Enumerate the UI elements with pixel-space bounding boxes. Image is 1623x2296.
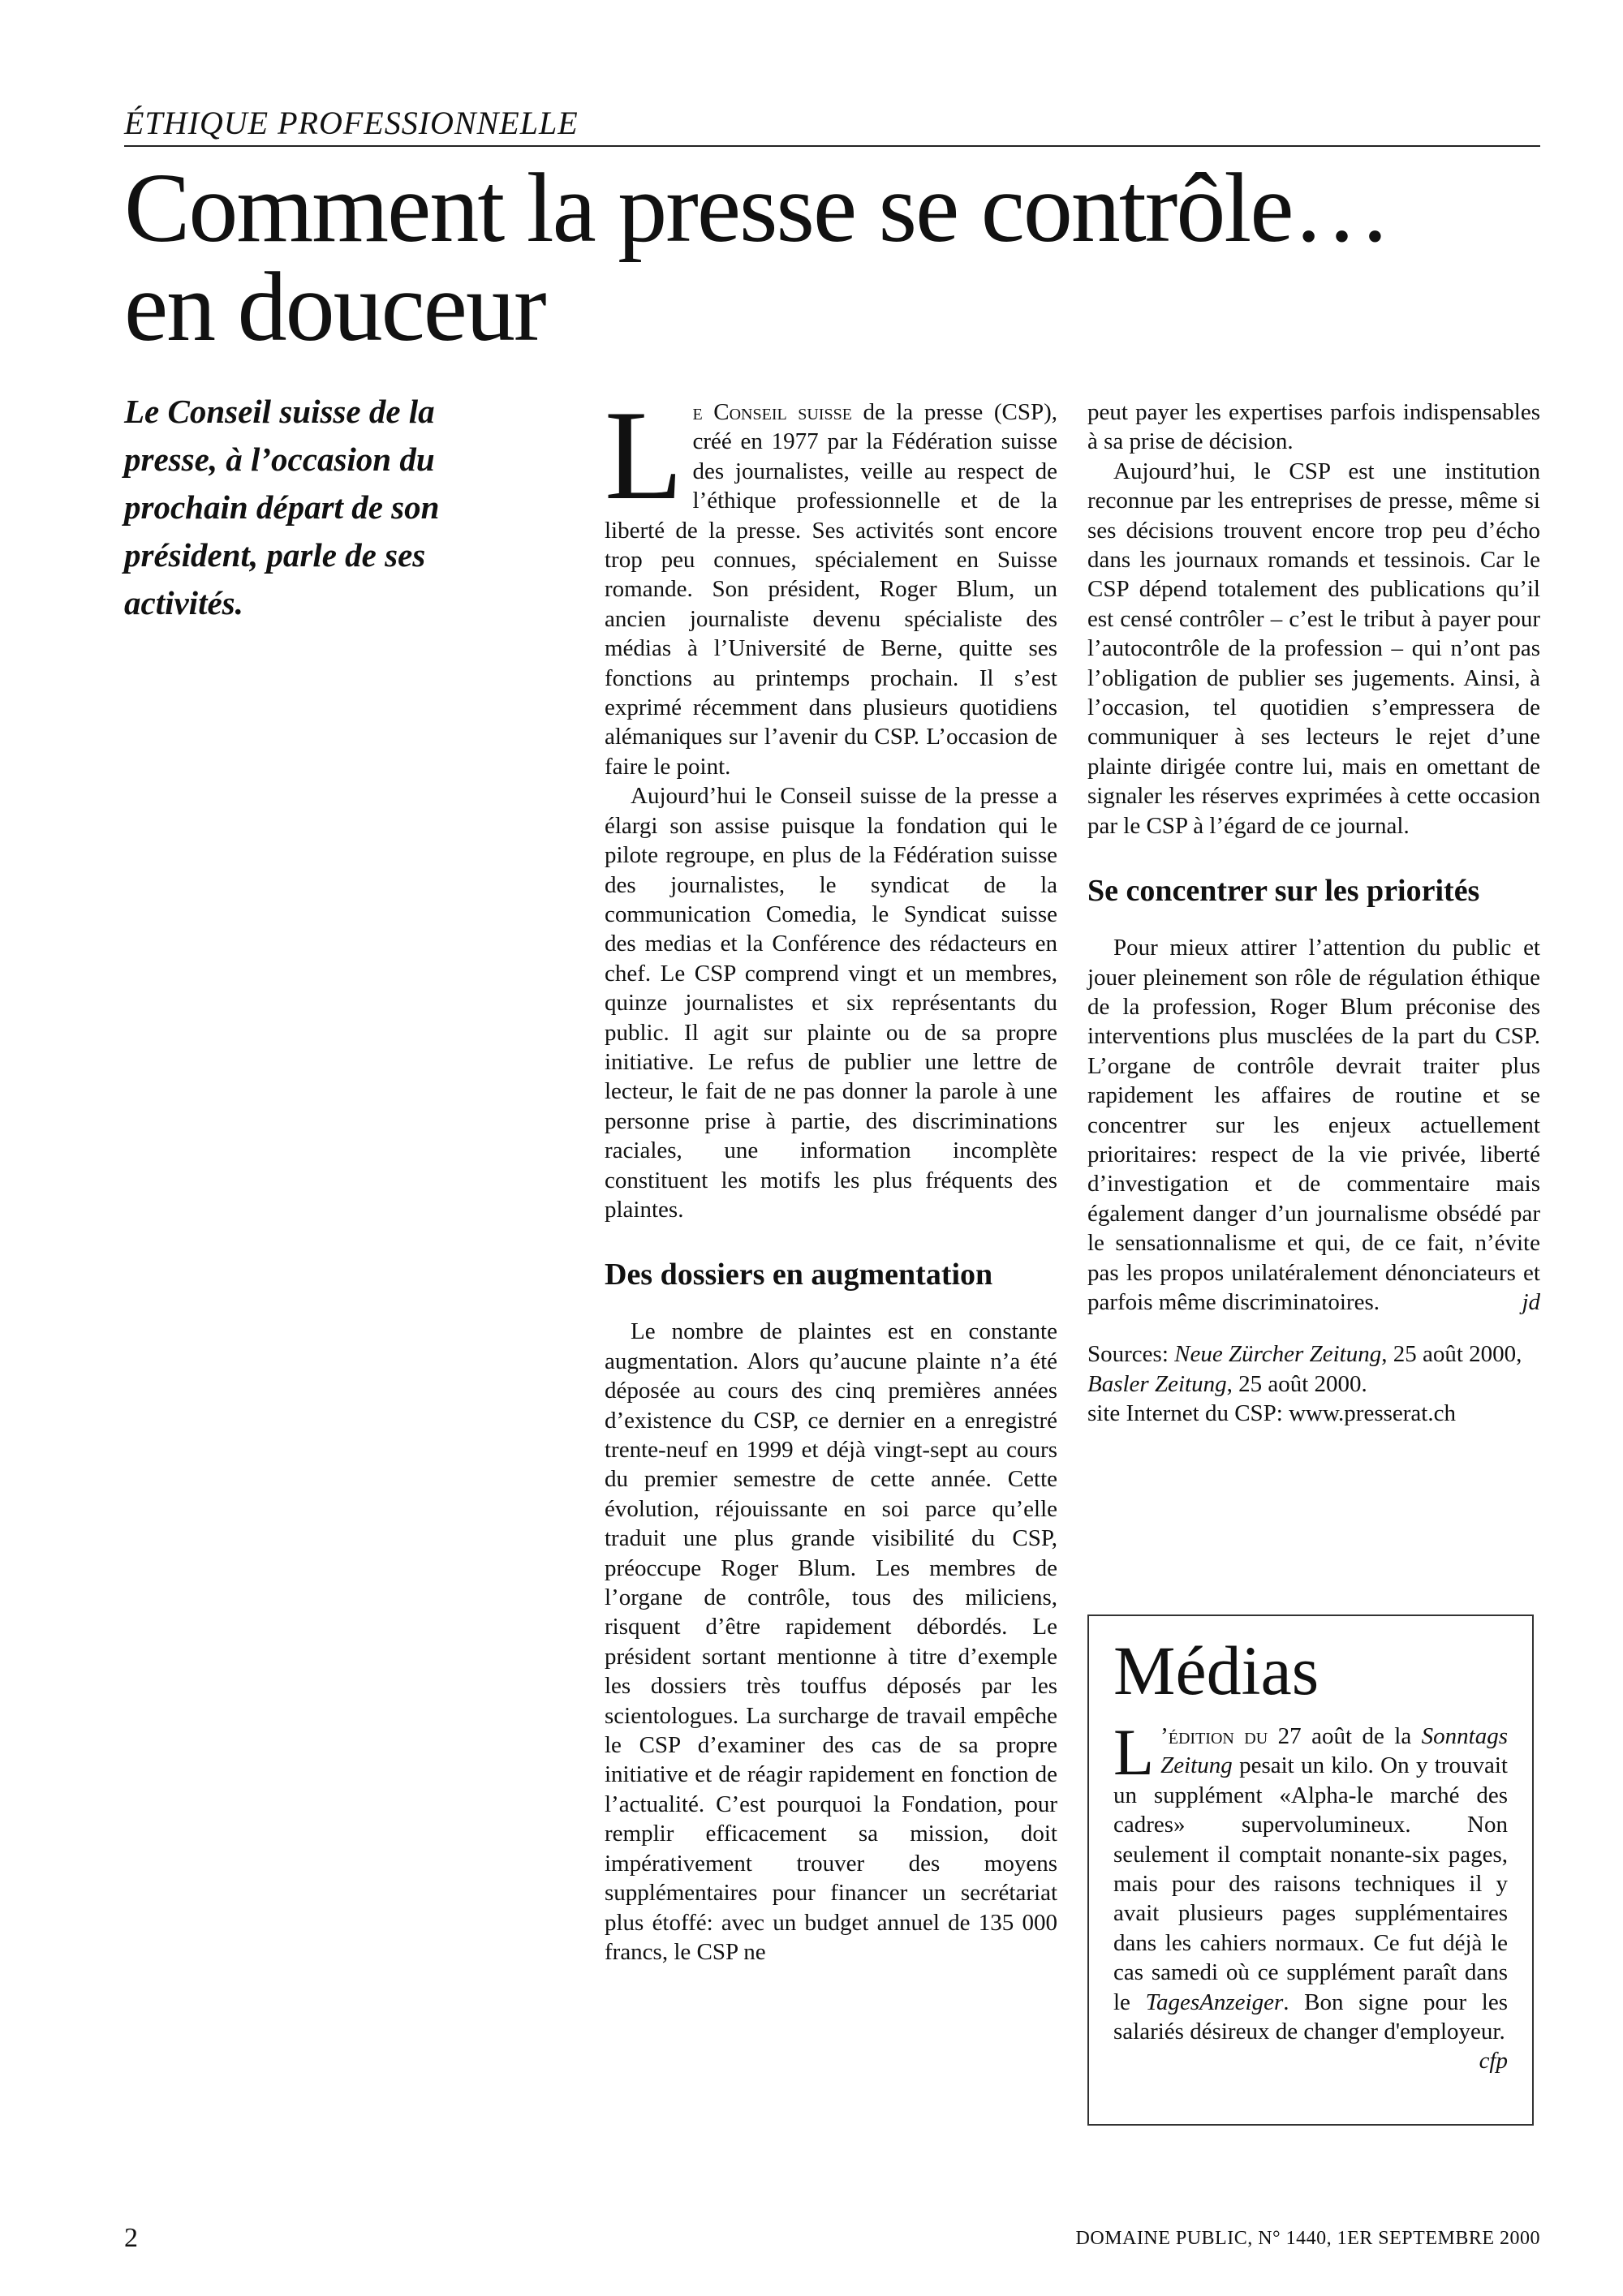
- article-lede: Le Conseil suisse de la presse, à l’occasion du prochain départ de son président, parle de ses activités.: [124, 393, 440, 621]
- article-paragraph-2: Aujourd’hui le Conseil suisse de la presse a élargi son assise puisque la fondation qui le pilote regroupe, en plus de la Fédération suisse des journalistes, le syndicat de la communication Comedia, le Syndicat suisse des medias et la Conférence des rédacteurs en chef. Le CSP comprend vingt et un membres, quinze journalistes et six représentants du public. Il agit sur plainte ou de sa propre initiative. Le refus de publier une lettre de lecteur, le fait de ne pas donner la parole à une personne prise à partie, des discriminations raciales, une information incomplète constituent les motifs les plus fréquents des plaintes.: [605, 783, 1057, 1223]
- sidebox-title: Médias: [1113, 1632, 1319, 1709]
- sidebox-text: pesait un kilo. On y trouvait un supplément «Alpha-le marché des cadres» supervolumineux. Non seulement il comptait nonante-six pages, mais pour des raisons techniques il y avait plusieurs pages supplémentaires dans les cahiers normaux. Ce fut déjà le cas samedi où ce supplément paraît dans le: [1113, 1752, 1508, 2015]
- source-basler-date: , 25 août 2000.: [1226, 1370, 1367, 1397]
- drop-cap: L: [605, 385, 683, 527]
- article-column-1: [605, 385, 1057, 1967]
- website-reference: site Internet du CSP: www.presserat.ch: [1087, 1400, 1456, 1427]
- headline-line-1: Comment la presse se contrôle…: [124, 153, 1390, 263]
- article-paragraph-3-continued: peut payer les expertises parfois indispensables à sa prise de décision.: [1087, 399, 1540, 455]
- article-headline: [124, 153, 1540, 362]
- paragraph-text: de la presse (CSP), créé en 1977 par la Fédération suisse des journalistes, veille au respect de l’éthique professionnelle et de la liberté de la presse. Ses activités sont encore trop peu connues, spécialement en Suisse romande. Son président, Roger Blum, un ancien journaliste devenu spécialiste des médias à l’Université de Berne, quitte ses fonctions au printemps prochain. Il s’est exprimé récemment dans plusieurs quotidiens alémaniques sur l’avenir du CSP. L’occasion de faire le point.: [605, 399, 1057, 780]
- sidebox-drop-cap: L: [1113, 1715, 1155, 1789]
- author-signature: jd: [1522, 1288, 1540, 1315]
- publication-info: DOMAINE PUBLIC, N° 1440, 1ER SEPTEMBRE 2000: [1075, 2228, 1540, 2249]
- sources-label: Sources:: [1087, 1341, 1175, 1368]
- article-paragraph-4: Aujourd’hui, le CSP est une institution reconnue par les entreprises de presse, même si ses décisions trouvent encore trop peu d’écho dans les journaux romands et tessinois. Car le CSP dépend totalement des publications qu’il est censé contrôler – c’est le tribut à payer pour l’autocontrôle de la profession – qui n’ont pas l’obligation de publier ses jugements. Ainsi, à l’occasion, tel quotidien s’empressera de communiquer à ses lecteurs le rejet d’une plainte dirigée contre lui, mais en omettant de signaler les réserves exprimées à cette occasion par le CSP à l’égard de ce journal.: [1087, 458, 1540, 839]
- article-column-2: [1087, 398, 1540, 1429]
- sidebox-small-caps: ’édition du: [1160, 1723, 1268, 1749]
- article-paragraph-5: [1087, 933, 1540, 1317]
- source-nzz: Neue Zürcher Zeitung: [1174, 1341, 1382, 1368]
- article-paragraph-1: [605, 385, 1057, 781]
- sidebox-body: [1113, 1715, 1508, 2075]
- sidebox-text: . Bon signe pour les salariés désireux de changer d'employeur.: [1113, 1989, 1508, 2045]
- section-rubric: ÉTHIQUE PROFESSIONNELLE: [124, 104, 1540, 147]
- subheading-dossiers: Des dossiers en augmentation: [605, 1258, 993, 1292]
- medias-sidebox: [1087, 1615, 1534, 2126]
- sidebox-paper-tagesanzeiger: TagesAnzeiger: [1145, 1989, 1284, 2015]
- subheading-priorites: Se concentrer sur les priorités: [1087, 874, 1480, 909]
- headline-line-2: en douceur: [124, 252, 545, 362]
- article-sources: [1087, 1339, 1540, 1428]
- sidebox-signature: cfp: [1479, 2048, 1508, 2075]
- sidebox-text: 27 août de la: [1268, 1723, 1422, 1749]
- page-number: 2: [124, 2223, 138, 2253]
- sidebox-paper-sonntags: Sonntags Zeitung: [1160, 1723, 1508, 1779]
- source-basler: Basler Zeitung: [1087, 1370, 1227, 1397]
- paragraph-text: Pour mieux attirer l’attention du public et jouer pleinement son rôle de régulation éthique de la profession, Roger Blum préconise des interventions plus musclées de la part du CSP. L’organe de contrôle devrait traiter plus rapidement les affaires de routine et se concentrer sur les enjeux actuellement prioritaires: respect de la vie privée, liberté d’investigation et de commentaire mais également danger d’un journalisme obsédé par le sensationnalisme et qui, de ce fait, n’évite pas les propos unilatéralement dénonciateurs et parfois même discriminatoires.: [1087, 935, 1540, 1315]
- article-paragraph-3: Le nombre de plaintes est en constante augmentation. Alors qu’aucune plainte n’a été déposée au cours des cinq premières années d’existence du CSP, ce dernier en a enregistré trente-neuf en 1999 et déjà vingt-sept au cours du premier semestre de cette année. Cette évolution, réjouissante en soi parce qu’elle traduit une plus grande visibilité du CSP, préoccupe Roger Blum. Les membres de l’organe de contrôle, tous des miliciens, risquent d’être rapidement débordés. Le président sortant mentionne à titre d’exemple les dossiers très touffus déposés par les scientologues. La surcharge de travail empêche le CSP d’examiner des cas de sa propre initiative et de réagir rapidement en fonction de l’actualité. C’est pourquoi la Fondation, pour remplir efficacement sa mission, doit impérativement trouver des moyens supplémentaires pour financer un secrétariat plus étoffé: avec un budget annuel de 135 000 francs, le CSP ne: [605, 1318, 1057, 1965]
- small-caps-lead: e Conseil suisse: [692, 399, 852, 425]
- source-nzz-date: , 25 août 2000,: [1381, 1341, 1522, 1368]
